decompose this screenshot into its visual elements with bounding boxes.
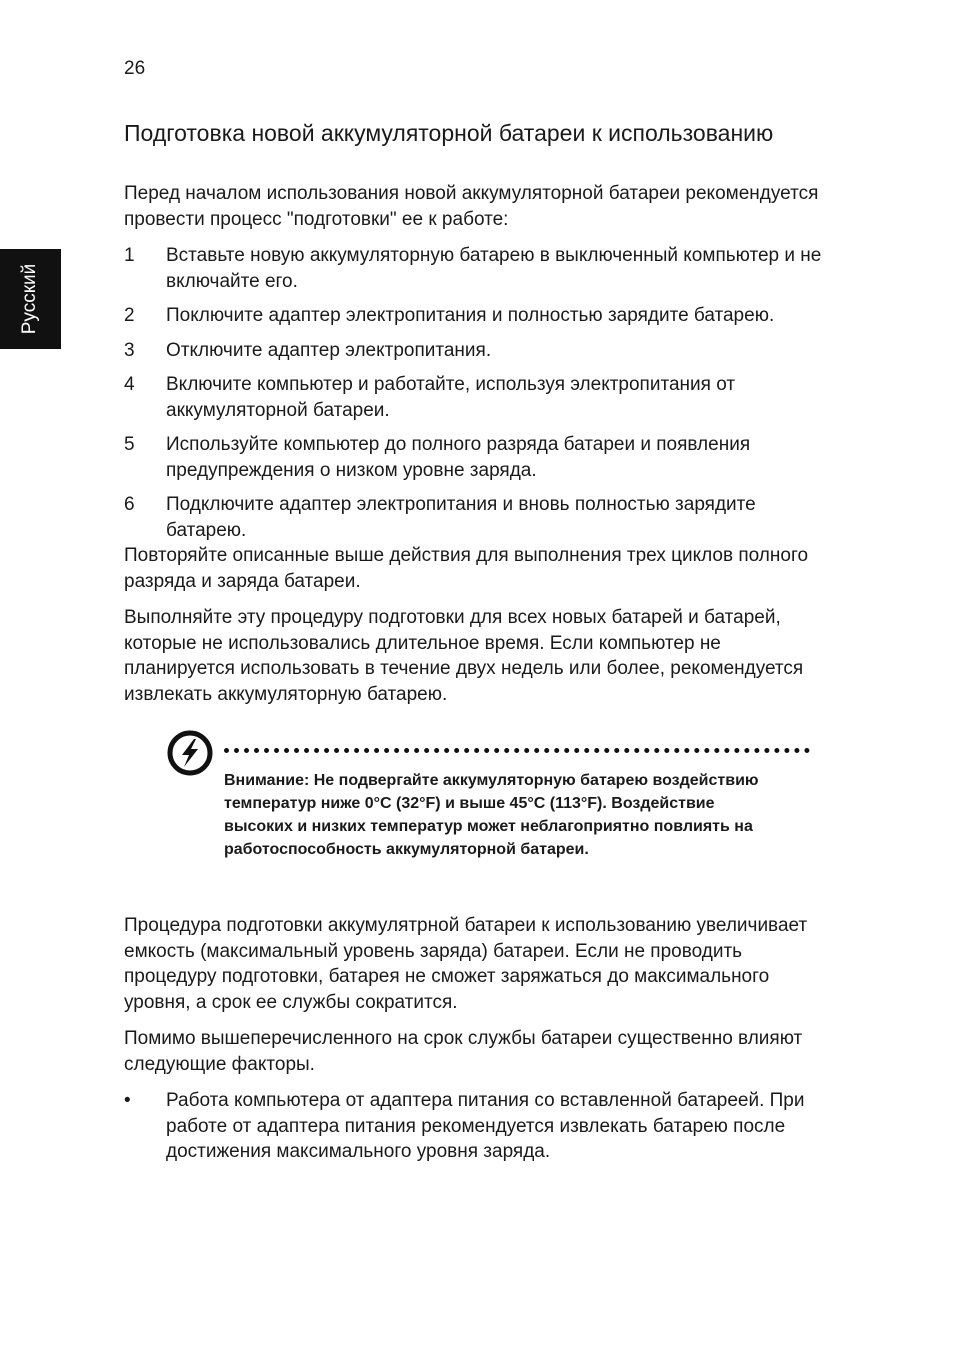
factors-intro: Помимо вышеперечисленного на срок службы батареи существенно влияют следующие факторы.	[124, 1028, 803, 1075]
list-item	[124, 372, 824, 423]
repeat-paragraph: Повторяйте описанные выше действия для выполнения трех циклов полного разряда и заряда батареи.	[124, 545, 809, 592]
step-text: Поключите адаптер электропитания и полностью зарядите батарею.	[166, 305, 775, 326]
step-number: 4	[124, 374, 135, 395]
section-title: Подготовка новой аккумуляторной батареи к использованию	[124, 120, 774, 146]
step-number: 2	[124, 305, 135, 326]
list-item	[124, 303, 824, 329]
list-item	[124, 1088, 824, 1165]
step-text: Отключите адаптер электропитания.	[166, 339, 492, 361]
step-text: Включите компьютер и работайте, используя электропитания от аккумуляторной батареи.	[166, 374, 736, 421]
step-number: 3	[124, 339, 135, 361]
language-tab-label: Русский	[19, 263, 40, 335]
step-text: Подключите адаптер электропитания и вновь полностью зарядите батарею.	[166, 494, 756, 541]
capacity-paragraph: Процедура подготовки аккумулятрной батареи к использованию увеличивает емкость (максимальный уровень заряда) батареи. Если не проводить процедуру подготовки, батарея не сможет заряжаться до максимального уровня, а срок ее службы сократится.	[124, 915, 808, 1013]
factors-list	[124, 1088, 824, 1165]
page-content	[124, 118, 824, 1174]
step-text: Используйте компьютер до полного разряда батареи и появления предупреждения о низком уровне заряда.	[166, 434, 751, 481]
step-number: 5	[124, 434, 135, 455]
step-text: Вставьте новую аккумуляторную батарею в выключенный компьютер и не включайте его.	[166, 245, 822, 292]
bullet: •	[124, 1090, 131, 1111]
intro-paragraph: Перед началом использования новой аккумуляторной батареи рекомендуется провести процесс "подготовки" ее к работе:	[124, 183, 819, 230]
step-number: 1	[124, 245, 135, 266]
procedure-paragraph: Выполняйте эту процедуру подготовки для всех новых батарей и батарей, которые не использовались длительное время. Если компьютер не планируется использовать в течение двух недель или более, рекомендуется извлекать аккумуляторную батарею.	[124, 607, 804, 705]
lightning-bolt-icon	[166, 729, 214, 777]
warning-box	[124, 729, 824, 881]
list-item	[124, 243, 824, 294]
steps-list	[124, 243, 824, 543]
warning-text: Внимание: Не подвергайте аккумуляторную батарею воздействию температур ниже 0°C (32°F) и выше 45°C (113°F). Воздействие высоких и низких температур может неблагоприятно повлиять на работоспособность аккумуляторной батареи.	[224, 772, 759, 858]
warning-divider	[224, 748, 810, 753]
list-item	[124, 492, 824, 543]
page-number: 26	[124, 58, 146, 79]
step-number: 6	[124, 494, 135, 515]
list-item	[124, 432, 824, 483]
language-side-tab	[0, 249, 61, 349]
list-item	[124, 338, 824, 364]
factor-text: Работа компьютера от адаптера питания со вставленной батареей. При работе от адаптера питания рекомендуется извлекать батарею после достижения максимального уровня заряда.	[166, 1090, 805, 1162]
